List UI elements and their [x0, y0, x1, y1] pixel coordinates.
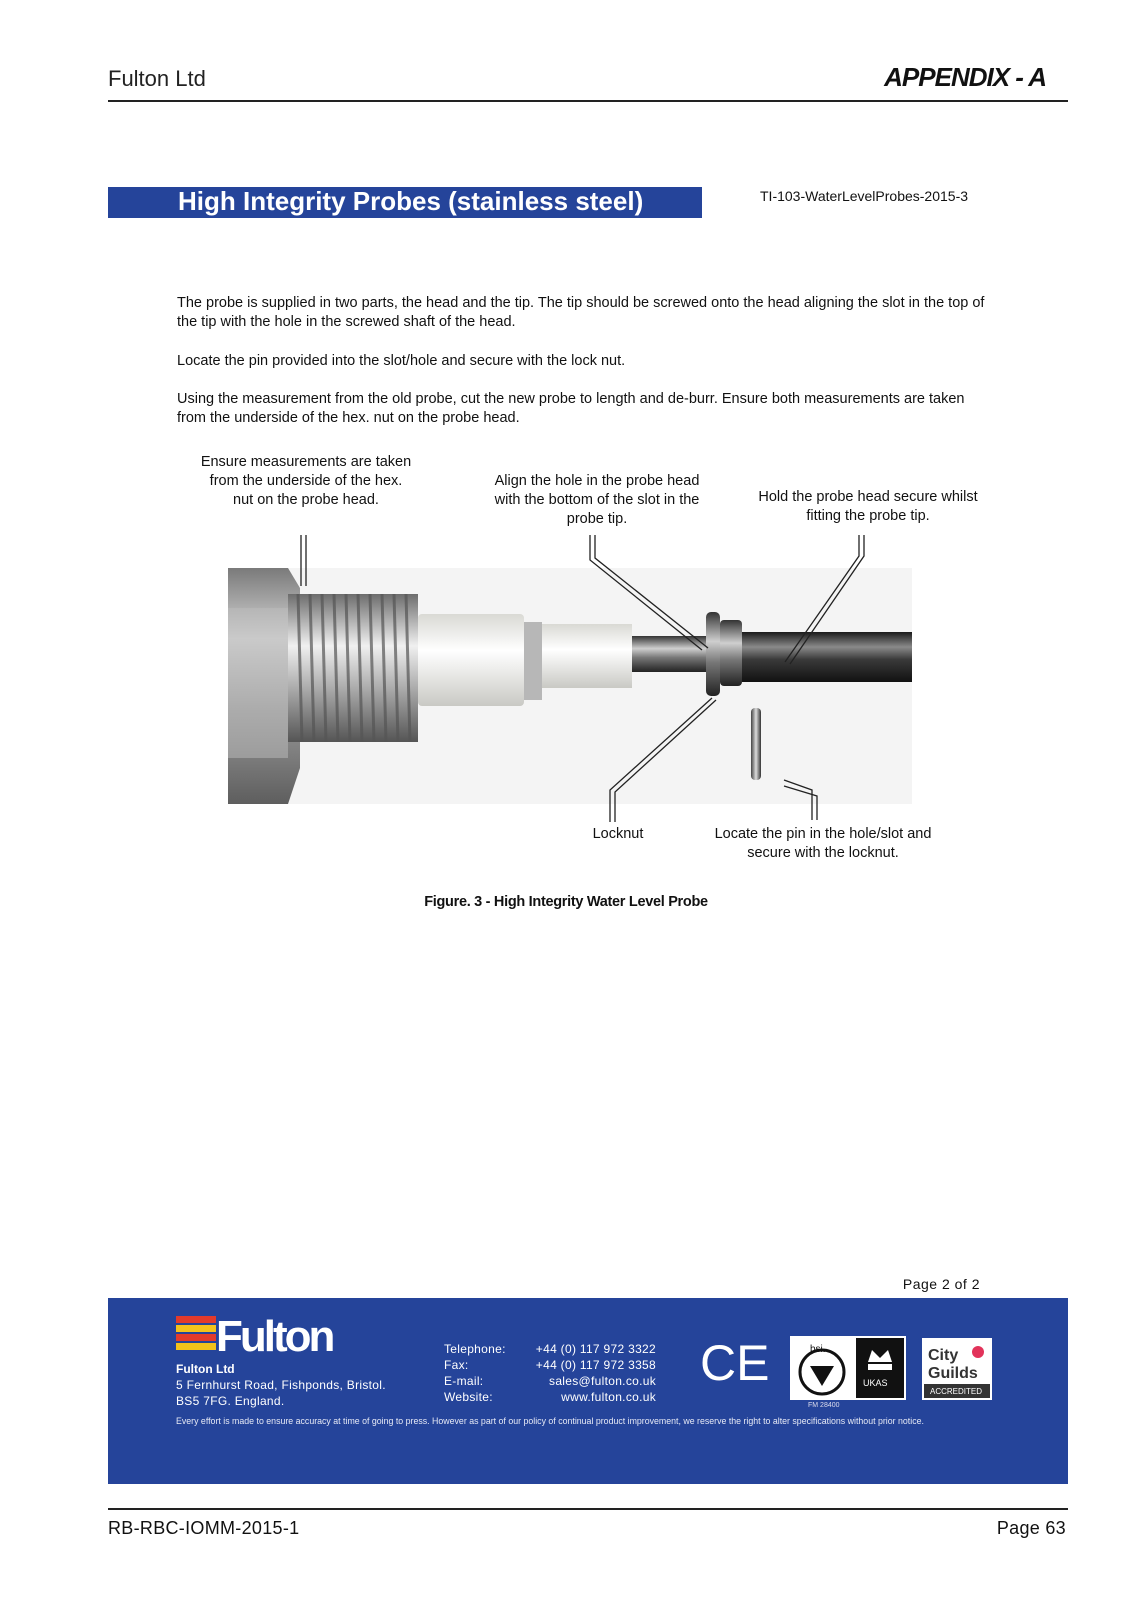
email-value[interactable]: sales@fulton.co.uk — [549, 1374, 656, 1388]
document-reference: RB-RBC-IOMM-2015-1 — [108, 1518, 300, 1538]
section-title: High Integrity Probes (stainless steel) — [178, 186, 644, 216]
footer-disclaimer: Every effort is made to ensure accuracy at time of going to press. However as part of our policy of continual product improvement, we reserve the right to alter specifications without prior notice. — [176, 1416, 924, 1426]
svg-text:UKAS: UKAS — [863, 1378, 888, 1388]
bsi-kitemark-icon — [790, 1336, 854, 1400]
email-label: E-mail: — [444, 1374, 484, 1388]
footer-rule — [108, 1508, 1068, 1510]
callout-pin: Locate the pin in the hole/slot and secure with the locknut. — [714, 826, 932, 861]
callout-align: Align the hole in the probe head with the bottom of the slot in the probe tip. — [494, 473, 700, 527]
website-label: Website: — [444, 1390, 493, 1404]
figure-caption: Figure. 3 - High Integrity Water Level Probe — [424, 894, 708, 910]
paragraph-1: The probe is supplied in two parts, the head and the tip. The tip should be screwed onto the head aligning the slot in the top of the tip with the hole in the screwed shaft of the head. — [177, 295, 985, 330]
paragraph-2: Locate the pin provided into the slot/hole and secure with the lock nut. — [177, 353, 626, 369]
callout-locknut: Locknut — [592, 826, 644, 842]
reference-code: TI-103-WaterLevelProbes-2015-3 — [760, 188, 969, 204]
ce-mark-icon — [700, 1338, 780, 1386]
footer-contact-panel — [108, 1298, 1068, 1484]
page-number: Page 63 — [996, 1518, 1066, 1538]
header-rule — [108, 100, 1068, 102]
probe-figure — [228, 568, 912, 804]
telephone-label: Telephone: — [444, 1342, 506, 1356]
header-appendix: APPENDIX - A — [884, 62, 1046, 92]
ukas-crown-icon — [854, 1336, 906, 1400]
fulton-logo — [176, 1310, 356, 1356]
svg-text:Fulton: Fulton — [216, 1312, 333, 1356]
svg-text:Guilds: Guilds — [928, 1365, 978, 1382]
header-company: Fulton Ltd — [108, 66, 206, 91]
svg-text:ACCREDITED: ACCREDITED — [930, 1387, 983, 1396]
footer-address-line2: BS5 7FG. England. — [176, 1394, 285, 1408]
footer-address-line1: 5 Fernhurst Road, Fishponds, Bristol. — [176, 1378, 386, 1392]
callout-measurements: Ensure measurements are taken from the underside of the hex. nut on the probe head. — [200, 454, 412, 508]
footer-company-name: Fulton Ltd — [176, 1362, 235, 1376]
website-value[interactable]: www.fulton.co.uk — [561, 1390, 656, 1404]
callout-hold: Hold the probe head secure whilst fitting the probe tip. — [758, 489, 978, 524]
page-of-label: Page 2 of 2 — [902, 1276, 980, 1292]
svg-text:bsi.: bsi. — [810, 1344, 826, 1355]
fax-label: Fax: — [444, 1358, 469, 1372]
svg-text:City: City — [928, 1347, 959, 1364]
paragraph-3: Using the measurement from the old probe, cut the new probe to length and de-burr. Ensure both measurements are taken from the underside of the hex. nut on the probe head. — [177, 391, 965, 426]
ukas-cert-number: FM 28400 — [808, 1402, 840, 1409]
fax-value: +44 (0) 117 972 3358 — [535, 1358, 656, 1372]
svg-text:CE: CE — [700, 1338, 770, 1386]
city-guilds-logo — [922, 1338, 992, 1400]
telephone-value: +44 (0) 117 972 3322 — [535, 1342, 656, 1356]
